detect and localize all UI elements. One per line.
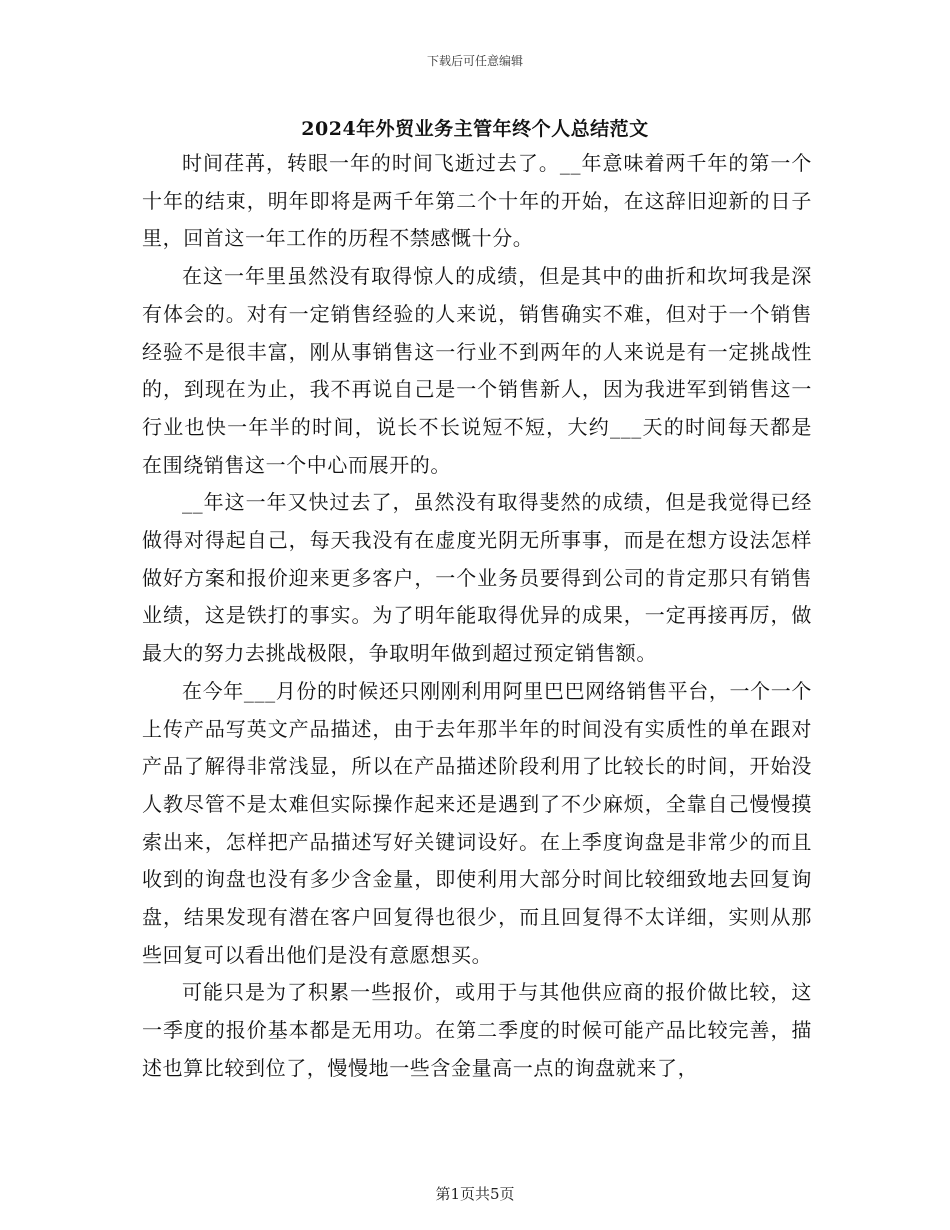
page-number-footer: 第1页共5页 [435, 1185, 515, 1203]
paragraph-3: __年这一年又快过去了，虽然没有取得斐然的成绩，但是我觉得已经做得对得起自己，每天我没有在虚度光阴无所事事，而是在想方设法怎样做好方案和报价迎来更多客户，一个业务员要得到公司的肯定那只有销售业绩，这是铁打的事实。为了明年能取得优异的成果，一定再接再厉，做最大的努力去挑战极限，争取明年做到超过预定销售额。 [142, 490, 812, 666]
paragraph-4: 在今年___月份的时候还只刚刚利用阿里巴巴网络销售平台，一个一个上传产品写英文产品描述，由于去年那半年的时间没有实质性的单在跟对产品了解得非常浅显，所以在产品描述阶段利用了比较长的时间，开始没人教尽管不是太难但实际操作起来还是遇到了不少麻烦，全靠自己慢慢摸索出来，怎样把产品描述写好关键词设好。在上季度询盘是非常少的而且收到的询盘也没有多少含金量，即使利用大部分时间比较细致地去回复询盘，结果发现有潜在客户回复得也很少，而且回复得不太详细，实则从那些回复可以看出他们是没有意愿想买。 [142, 678, 812, 967]
document-title: 2024年外贸业务主管年终个人总结范文 [301, 118, 649, 140]
paragraph-1: 时间荏苒，转眼一年的时间飞逝过去了。__年意味着两千年的第一个十年的结束，明年即将是两千年第二个十年的开始，在这辞旧迎新的日子里，回首这一年工作的历程不禁感慨十分。 [142, 151, 812, 251]
page-header-note: 下载后可任意编辑 [426, 54, 523, 68]
paragraph-5: 可能只是为了积累一些报价，或用于与其他供应商的报价做比较，这一季度的报价基本都是无用功。在第二季度的时候可能产品比较完善，描述也算比较到位了，慢慢地一些含金量高一点的询盘就来了， [142, 980, 812, 1080]
document-body [142, 145, 812, 1088]
paragraph-2: 在这一年里虽然没有取得惊人的成绩，但是其中的曲折和坎坷我是深有体会的。对有一定销售经验的人来说，销售确实不难，但对于一个销售经验不是很丰富，刚从事销售这一行业不到两年的人来说是有一定挑战性的，到现在为止，我不再说自己是一个销售新人，因为我进军到销售这一行业也快一年半的时间，说长不长说短不短，大约___天的时间每天都是在围绕销售这一个中心而展开的。 [142, 264, 812, 477]
